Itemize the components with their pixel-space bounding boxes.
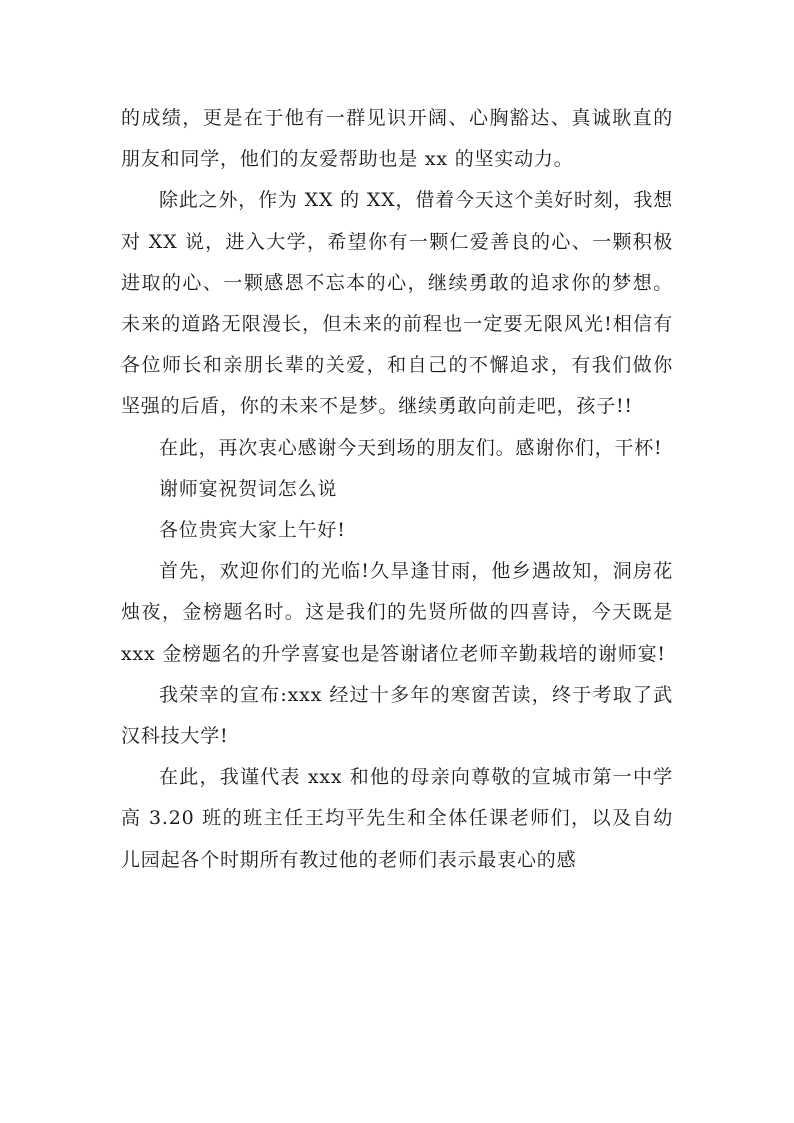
paragraph-thanks-toast: 在此，再次衷心感谢今天到场的朋友们。感谢你们，干杯! — [159, 436, 663, 459]
paragraph-gratitude: 在此，我谨代表 xxx 和他的母亲向尊敬的宣城市第一中学高 3.20 班的班主任王均平先生和全体任课老师们，以及自幼儿园起各个时期所有教过他的老师们表示最衷心的感 — [121, 766, 673, 871]
paragraph-welcome: 首先，欢迎你们的光临!久旱逢甘雨，他乡遇故知，洞房花烛夜，金榜题名时。这是我们的先贤所做的四喜诗，今天既是 xxx 金榜题名的升学喜宴也是答谢诸位老师辛勤栽培的谢师宴! — [121, 560, 673, 665]
section-heading: 谢师宴祝贺词怎么说 — [159, 477, 338, 500]
paragraph-greeting: 各位贵宾大家上午好! — [159, 519, 346, 542]
paragraph-announcement: 我荣幸的宣布:xxx 经过十多年的寒窗苦读，终于考取了武汉科技大学! — [121, 683, 673, 748]
paragraph-wishes: 除此之外，作为 XX 的 XX，借着今天这个美好时刻，我想对 XX 说，进入大学，希望你有一颗仁爱善良的心、一颗积极进取的心、一颗感恩不忘本的心，继续勇敢的追求你的梦想。未来的道路无限漫长，但未来的前程也一定要无限风光!相信有各位师长和亲朋长辈的关爱，和自己的不懈追求，有我们做你坚强的后盾，你的未来不是梦。继续勇敢向前走吧，孩子!! — [121, 189, 673, 418]
paragraph-continuation: 的成绩，更是在于他有一群见识开阔、心胸豁达、真诚耿直的朋友和同学，他们的友爱帮助也是 xx 的坚实动力。 — [121, 107, 673, 171]
document-body — [121, 98, 673, 881]
